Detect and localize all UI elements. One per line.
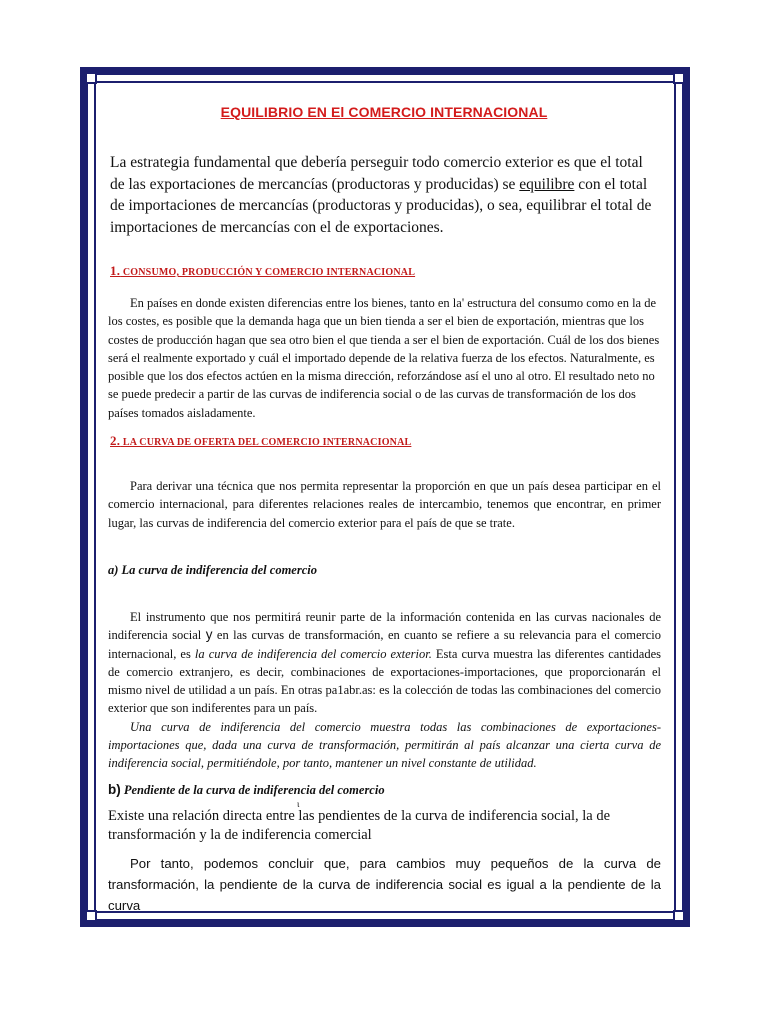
section-2-number: 2. [110,433,121,448]
intro-text-end: con el total de importaciones de mercancías (productoras y producidas), o sea, equilibrar el total de importaciones de mercancías con el de exportaciones. [110,175,652,236]
subsection-b-letter: b) [108,782,121,797]
subsection-b-heading [108,782,385,798]
subsection-b-paragraph: Existe una relación directa entre las pendientes de la curva de indiferencia social, la de transformación y la de indiferencia comercial [108,808,611,843]
subsection-a-y-word: y [205,627,213,643]
subsection-a-italic-definition: Una curva de indiferencia del comercio muestra todas las combinaciones de exportaciones-importaciones que, dada una curva de transformación, permitirán al país alcanzar una cierta curva de indiferencia social, permitiéndole, por tanto, mantener un nivel constante de utilidad. [108,719,661,771]
section-1-heading [110,263,415,279]
section-1-text: En países en donde existen diferencias entre los bienes, tanto en la' estructura del consumo como en la de los costes, es posible que la demanda haga que un bien tienda a ser el bien de exportación, mientras que los costes de producción hagan que sea otro bien el que tienda a ser el bien de exportación. Cuál de los dos bienes será el realmente exportado y cuál el importado depende de la relativa fuerza de los efectos. Naturalmente, es posible que los dos efectos actúen en la misma dirección, reforzándose así el uno al otro. El resultado neto no se puede predecir a partir de las curvas de indiferencia social o de las curvas de transformación de los dos países tomados aisladamente. [108,296,660,420]
section-1-number: 1. [110,263,121,278]
conclusion-text: Por tanto, podemos concluir que, para cambios muy pequeños de la curva de transformación, la pendiente de la curva de indiferencia social es igual a la pendiente de la curva [108,856,661,913]
section-2-heading [110,433,411,449]
subsection-b-title: Pendiente de la curva de indiferencia del comercio [120,783,385,797]
conclusion-paragraph [108,853,661,916]
subsection-a-text-start: El instrumento que nos permitirá reunir parte de la información contenida en las curvas nacionales de indiferencia social [108,610,661,643]
subsection-a-text-mid: en las curvas de transformación, en cuanto se refiere a su relevancia para el comercio internacional, es [108,628,662,661]
intro-underlined-word: equilibre [519,175,575,193]
intro-text-start: La estrategia fundamental que debería perseguir todo comercio exterior es que el total de las exportaciones de mercancías (productoras y producidas) se [110,154,643,193]
subsection-a-text-end: Esta curva muestra las diferentes cantidades de comercio extranjero, es decir, combinaciones de exportaciones-importaciones, que proporcionarán el mismo nivel de utilidad a un país. En otras pa1abr.as: es la colección de todas las combinaciones del comercio exterior que son indiferentes para un país. [108,646,661,716]
section-1-paragraph [108,294,661,422]
corner-ornament-bottom-left [85,910,97,922]
subsection-a-italic-term: la curva de indiferencia del comercio exterior. [194,646,432,661]
subsection-a-heading: a) La curva de indiferencia del comercio [108,563,317,577]
section-2-title: LA CURVA DE OFERTA DEL COMERCIO INTERNACIONAL [120,437,412,448]
intro-paragraph [110,152,655,238]
corner-ornament-bottom-right [673,910,685,922]
corner-ornament-top-right [673,72,685,84]
subsection-a-paragraph [108,608,661,773]
section-1-title: CONSUMO, PRODUCCIÓN Y COMERCIO INTERNACIONAL [120,267,416,278]
document-title: EQUILIBRIO EN El COMERCIO INTERNACIONAL [220,104,548,120]
section-2-text: Para derivar una técnica que nos permita representar la proporción en que un país desea participar en el comercio internacional, para diferentes relaciones reales de intercambio, tenemos que encontrar, en primer lugar, las curvas de indiferencia del comercio exterior para el país de que se trate. [108,479,661,530]
stray-mark: ι [297,799,300,809]
section-2-paragraph [108,477,661,532]
corner-ornament-top-left [85,72,97,84]
